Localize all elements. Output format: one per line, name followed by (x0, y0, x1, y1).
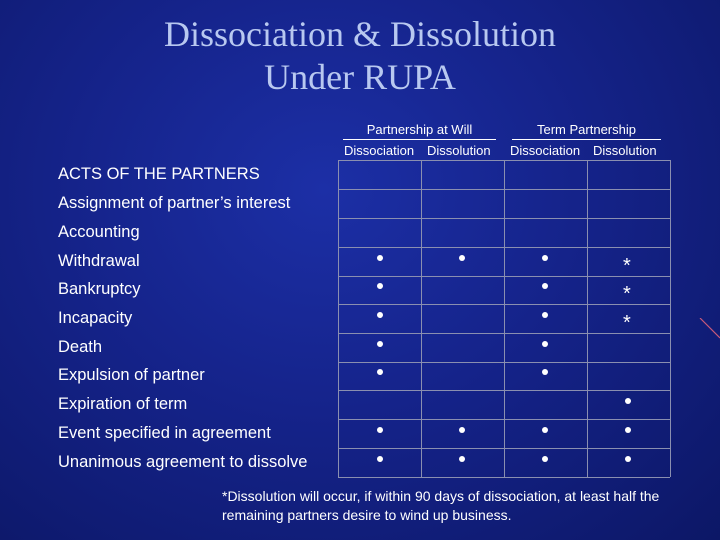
row-label: Expulsion of partner (58, 366, 205, 384)
group-header-rule (343, 139, 496, 140)
bullet-mark (377, 255, 383, 261)
row-label: Incapacity (58, 308, 133, 327)
group-header-partnership-at-will (343, 122, 496, 137)
subheader-term-dissociation: Dissociation (510, 143, 581, 158)
bullet-mark (377, 456, 383, 462)
bullet-mark (542, 456, 548, 462)
bullet-mark (459, 427, 465, 433)
bullet-mark (542, 255, 548, 261)
subheader-will-dissolution: Dissolution (427, 143, 491, 158)
slide-title-line-1: Dissociation & Dissolution (163, 14, 556, 54)
bullet-mark (377, 341, 383, 347)
grid-hline (338, 477, 670, 478)
grid-vline (670, 160, 671, 477)
group-header-term-partnership (512, 122, 661, 137)
bullet-mark (377, 312, 383, 318)
row-label: Death (58, 337, 103, 356)
bullet-mark (542, 427, 548, 433)
bullet-mark (625, 456, 631, 462)
bullet-mark (625, 427, 631, 433)
row-label: Bankruptcy (58, 280, 141, 298)
asterisk-mark: * (623, 254, 631, 277)
bullet-mark (542, 312, 548, 318)
subheader-term-dissolution: Dissolution (593, 143, 657, 158)
grid-vline (504, 160, 505, 477)
bullet-mark (542, 341, 548, 347)
group-header-label: Partnership at Will (366, 122, 473, 137)
row-label: Expiration of term (58, 394, 188, 413)
row-label: Accounting (58, 222, 140, 241)
grid-vline (587, 160, 588, 477)
row-label: ACTS OF THE PARTNERS (58, 164, 260, 183)
row-label: Event specified in agreement (58, 423, 271, 442)
bullet-mark (625, 398, 631, 404)
row-label: Unanimous agreement to dissolve (58, 452, 308, 471)
bullet-mark (459, 255, 465, 261)
row-label: Assignment of partner’s interest (58, 193, 291, 212)
subheader-will-dissociation: Dissociation (344, 143, 415, 158)
bullet-mark (459, 456, 465, 462)
asterisk-mark: * (623, 311, 631, 334)
grid-vline (338, 160, 339, 477)
row-label: Withdrawal (58, 251, 140, 270)
group-header-label: Term Partnership (537, 122, 636, 137)
bullet-mark (377, 283, 383, 289)
grid-vline (421, 160, 422, 477)
bullet-mark (542, 283, 548, 289)
footnote: *Dissolution will occur, if within 90 days of dissociation, at least half the remaining partners desire to wind up business. (222, 488, 660, 523)
bullet-mark (542, 369, 548, 375)
bullet-mark (377, 369, 383, 375)
slide-title-line-2: Under RUPA (264, 57, 456, 97)
asterisk-mark: * (623, 283, 631, 305)
bullet-mark (377, 427, 383, 433)
decorative-line (698, 318, 720, 340)
group-header-rule (512, 139, 661, 140)
